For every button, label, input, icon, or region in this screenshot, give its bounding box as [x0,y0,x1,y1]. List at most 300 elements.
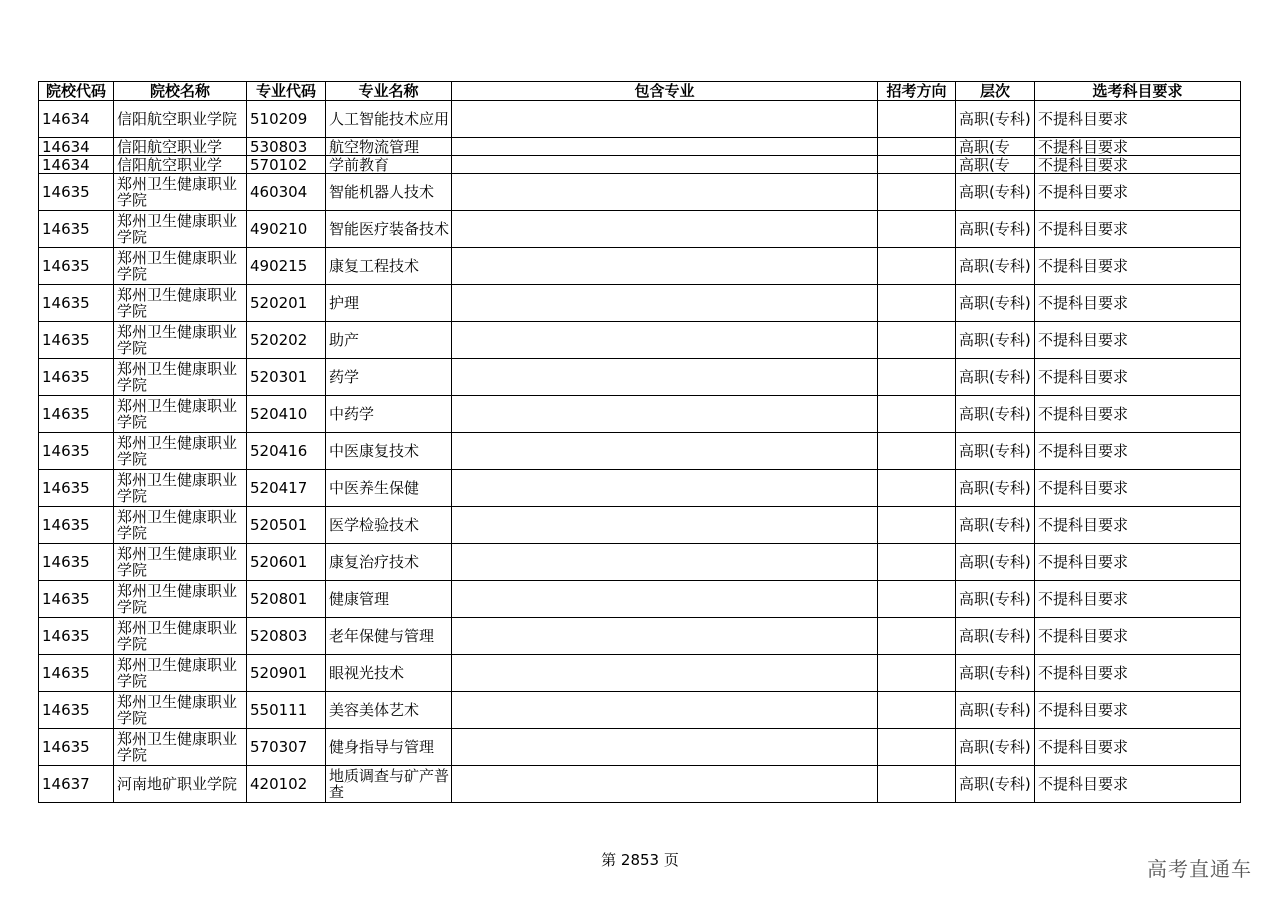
cell-major-name [326,248,452,285]
cell-direction [878,101,956,138]
cell-level [956,618,1035,655]
cell-level-text: 高职(专科) [959,479,1031,497]
table-row [39,655,1241,692]
cell-included-majors [452,618,878,655]
cell-included-majors [452,322,878,359]
cell-level-text: 高职(专科) [959,220,1031,238]
cell-level [956,248,1035,285]
cell-school-name [114,470,247,507]
cell-school-code-text: 14635 [42,220,90,238]
cell-school-code [39,470,114,507]
cell-level [956,433,1035,470]
cell-subject-requirement-text: 不提科目要求 [1038,156,1129,173]
cell-included-majors [452,396,878,433]
cell-school-name-text: 信阳航空职业学 [117,156,223,173]
cell-major-name [326,285,452,322]
cell-major-name-text: 美容美体艺术 [329,701,420,719]
cell-subject-requirement [1035,692,1241,729]
cell-level-text: 高职(专科) [959,368,1031,386]
cell-included-majors [452,248,878,285]
cell-subject-requirement [1035,174,1241,211]
cell-direction [878,470,956,507]
cell-direction-text [881,139,955,155]
cell-school-name-text: 信阳航空职业学院 [117,110,238,128]
cell-level-text: 高职(专科) [959,257,1031,275]
cell-subject-requirement-text: 不提科目要求 [1038,516,1129,534]
cell-level [956,174,1035,211]
cell-major-name-text: 人工智能技术应用 [329,110,450,128]
header-school-code: 院校代码 [39,82,114,101]
cell-major-code-text: 520202 [250,331,308,349]
table-row [39,618,1241,655]
cell-subject-requirement [1035,156,1241,174]
cell-school-code [39,581,114,618]
cell-school-name [114,766,247,803]
cell-school-code-text: 14635 [42,294,90,312]
cell-subject-requirement-text: 不提科目要求 [1038,405,1129,423]
cell-included-majors [452,101,878,138]
cell-subject-requirement-text: 不提科目要求 [1038,257,1129,275]
table-row [39,156,1241,174]
cell-major-code-text: 570307 [250,738,308,756]
cell-included-majors [452,211,878,248]
cell-level [956,766,1035,803]
cell-major-code-text: 530803 [250,138,308,155]
cell-school-code-text: 14634 [42,138,90,155]
cell-direction [878,692,956,729]
cell-major-code-text: 420102 [250,775,308,793]
cell-school-code-text: 14637 [42,775,90,793]
cell-major-code [247,470,326,507]
cell-school-name-text: 郑州卫生健康职业学院 [117,212,238,246]
cell-level-text: 高职(专科) [959,294,1031,312]
header-direction: 招考方向 [878,82,956,101]
cell-major-name [326,655,452,692]
table-row [39,692,1241,729]
cell-school-name [114,396,247,433]
cell-subject-requirement [1035,618,1241,655]
table-row [39,396,1241,433]
cell-level-text: 高职(专科) [959,405,1031,423]
page-number: 第 2853 页 [601,851,679,869]
cell-major-code [247,396,326,433]
cell-school-name [114,692,247,729]
cell-major-name-text: 康复治疗技术 [329,553,420,571]
cell-major-name-text: 中药学 [329,405,375,423]
table-header-row [39,82,1241,101]
cell-school-name [114,174,247,211]
cell-major-code [247,581,326,618]
cell-subject-requirement-text: 不提科目要求 [1038,775,1129,793]
cell-school-name-text: 郑州卫生健康职业学院 [117,545,238,579]
cell-subject-requirement-text: 不提科目要求 [1038,553,1129,571]
cell-school-name-text: 郑州卫生健康职业学院 [117,619,238,653]
cell-major-code-text: 520801 [250,590,308,608]
cell-level-text: 高职(专科) [959,701,1031,719]
cell-major-name [326,138,452,156]
cell-direction [878,766,956,803]
cell-direction [878,729,956,766]
cell-included-majors [452,470,878,507]
watermark: 高考直通车 [1147,857,1252,881]
cell-school-code-text: 14635 [42,738,90,756]
header-level: 层次 [956,82,1035,101]
cell-level-text: 高职(专科) [959,110,1031,128]
cell-direction [878,396,956,433]
cell-direction [878,322,956,359]
table-row [39,766,1241,803]
cell-level [956,655,1035,692]
cell-major-code-text: 520501 [250,516,308,534]
cell-direction [878,285,956,322]
cell-major-name-text: 智能医疗装备技术 [329,220,450,238]
cell-subject-requirement [1035,101,1241,138]
cell-level-text: 高职(专科) [959,738,1031,756]
cell-level [956,544,1035,581]
cell-included-majors [452,156,878,174]
cell-included-majors [452,359,878,396]
cell-school-code-text: 14634 [42,110,90,128]
cell-level [956,581,1035,618]
cell-major-name [326,211,452,248]
cell-major-code [247,655,326,692]
cell-school-code [39,248,114,285]
cell-school-name-text: 郑州卫生健康职业学院 [117,730,238,764]
cell-school-code-text: 14635 [42,516,90,534]
table-row [39,211,1241,248]
cell-major-code [247,766,326,803]
cell-school-name-text: 郑州卫生健康职业学院 [117,286,238,320]
cell-major-code [247,618,326,655]
cell-subject-requirement [1035,470,1241,507]
cell-direction [878,359,956,396]
table-row [39,101,1241,138]
cell-school-code-text: 14634 [42,156,90,173]
cell-school-name [114,248,247,285]
cell-school-code [39,766,114,803]
cell-direction [878,544,956,581]
cell-major-name [326,174,452,211]
cell-level [956,285,1035,322]
cell-school-name [114,138,247,156]
cell-school-code-text: 14635 [42,257,90,275]
cell-school-name-text: 郑州卫生健康职业学院 [117,656,238,690]
cell-subject-requirement-text: 不提科目要求 [1038,183,1129,201]
header-included-majors: 包含专业 [452,82,878,101]
cell-subject-requirement-text: 不提科目要求 [1038,368,1129,386]
cell-level-text: 高职(专科) [959,627,1031,645]
cell-subject-requirement-text: 不提科目要求 [1038,701,1129,719]
cell-major-code-text: 520901 [250,664,308,682]
cell-major-name [326,544,452,581]
cell-major-name-text: 护理 [329,294,360,312]
cell-major-name [326,766,452,803]
header-school-name: 院校名称 [114,82,247,101]
cell-subject-requirement [1035,766,1241,803]
cell-major-code [247,248,326,285]
cell-level-text: 高职(专科) [959,331,1031,349]
cell-subject-requirement-text: 不提科目要求 [1038,479,1129,497]
cell-level [956,101,1035,138]
table-row [39,729,1241,766]
table-row [39,470,1241,507]
cell-direction [878,581,956,618]
cell-major-code-text: 490215 [250,257,308,275]
cell-major-name-text: 眼视光技术 [329,664,405,682]
cell-major-code-text: 520410 [250,405,308,423]
cell-school-code-text: 14635 [42,627,90,645]
cell-major-code [247,174,326,211]
cell-included-majors [452,655,878,692]
table-row [39,138,1241,156]
cell-major-code [247,138,326,156]
table-row [39,433,1241,470]
cell-direction [878,248,956,285]
cell-level [956,156,1035,174]
cell-school-code [39,359,114,396]
cell-level-text: 高职(专科) [959,590,1031,608]
cell-major-code [247,692,326,729]
admissions-table [38,81,1241,803]
cell-school-code-text: 14635 [42,553,90,571]
cell-included-majors [452,729,878,766]
cell-school-code [39,101,114,138]
cell-school-code [39,729,114,766]
cell-major-name-text: 中医康复技术 [329,442,420,460]
cell-level-text: 高职(专 [959,156,1010,173]
cell-included-majors-text [455,139,877,155]
cell-school-code-text: 14635 [42,664,90,682]
cell-school-name [114,359,247,396]
cell-major-name [326,101,452,138]
cell-subject-requirement [1035,581,1241,618]
table-row [39,322,1241,359]
cell-major-code [247,285,326,322]
table-row [39,581,1241,618]
cell-level-text: 高职(专科) [959,775,1031,793]
cell-major-name-text: 航空物流管理 [329,138,420,155]
cell-level [956,692,1035,729]
cell-direction [878,507,956,544]
cell-major-code [247,101,326,138]
cell-school-name-text: 郑州卫生健康职业学院 [117,434,238,468]
cell-included-majors [452,766,878,803]
cell-level-text: 高职(专科) [959,442,1031,460]
cell-direction-text [881,157,955,173]
cell-school-name-text: 郑州卫生健康职业学院 [117,508,238,542]
cell-subject-requirement-text: 不提科目要求 [1038,138,1129,155]
cell-subject-requirement [1035,248,1241,285]
cell-school-code [39,285,114,322]
cell-school-code [39,692,114,729]
cell-major-code-text: 520601 [250,553,308,571]
cell-subject-requirement-text: 不提科目要求 [1038,627,1129,645]
cell-school-name-text: 河南地矿职业学院 [117,775,238,793]
header-subject-requirement: 选考科目要求 [1035,82,1241,101]
cell-subject-requirement-text: 不提科目要求 [1038,738,1129,756]
cell-school-code [39,156,114,174]
cell-major-code-text: 520417 [250,479,308,497]
cell-subject-requirement [1035,544,1241,581]
cell-school-name [114,544,247,581]
cell-major-code [247,729,326,766]
cell-level-text: 高职(专 [959,138,1010,155]
cell-major-name-text: 健康管理 [329,590,390,608]
cell-school-name [114,655,247,692]
cell-major-code-text: 520416 [250,442,308,460]
table-row [39,285,1241,322]
cell-major-name [326,156,452,174]
cell-subject-requirement [1035,655,1241,692]
cell-subject-requirement [1035,359,1241,396]
cell-school-name [114,101,247,138]
cell-major-name [326,729,452,766]
cell-level [956,729,1035,766]
cell-subject-requirement-text: 不提科目要求 [1038,294,1129,312]
cell-school-code-text: 14635 [42,479,90,497]
cell-school-code-text: 14635 [42,183,90,201]
cell-major-name [326,507,452,544]
cell-subject-requirement [1035,322,1241,359]
cell-subject-requirement [1035,396,1241,433]
cell-direction [878,433,956,470]
cell-subject-requirement-text: 不提科目要求 [1038,664,1129,682]
cell-level [956,396,1035,433]
cell-school-name [114,211,247,248]
cell-major-name-text: 智能机器人技术 [329,183,435,201]
cell-major-name-text: 药学 [329,368,360,386]
cell-major-name-text: 中医养生保健 [329,479,420,497]
cell-major-code-text: 460304 [250,183,308,201]
cell-subject-requirement [1035,285,1241,322]
cell-major-name [326,692,452,729]
cell-major-code [247,544,326,581]
cell-level [956,138,1035,156]
cell-school-name-text: 郑州卫生健康职业学院 [117,397,238,431]
table-row [39,507,1241,544]
cell-major-code [247,359,326,396]
cell-school-code-text: 14635 [42,405,90,423]
cell-major-name-text: 地质调查与矿产普查 [329,767,450,801]
cell-included-majors [452,507,878,544]
cell-school-code [39,507,114,544]
cell-school-name-text: 郑州卫生健康职业学院 [117,249,238,283]
cell-school-code [39,433,114,470]
cell-school-code [39,138,114,156]
cell-major-name-text: 康复工程技术 [329,257,420,275]
cell-major-name [326,359,452,396]
cell-major-code [247,156,326,174]
cell-included-majors [452,433,878,470]
cell-subject-requirement [1035,211,1241,248]
cell-school-code [39,174,114,211]
cell-major-name [326,322,452,359]
cell-major-name [326,618,452,655]
cell-school-code [39,655,114,692]
cell-school-name-text: 郑州卫生健康职业学院 [117,582,238,616]
cell-level-text: 高职(专科) [959,516,1031,534]
cell-direction [878,618,956,655]
cell-school-name [114,581,247,618]
cell-school-name [114,618,247,655]
cell-major-code-text: 550111 [250,701,308,719]
table-body [39,101,1241,803]
cell-level [956,322,1035,359]
cell-school-name [114,433,247,470]
cell-major-code-text: 490210 [250,220,308,238]
cell-direction [878,138,956,156]
cell-school-name-text: 郑州卫生健康职业学院 [117,323,238,357]
cell-direction [878,211,956,248]
cell-school-code-text: 14635 [42,701,90,719]
cell-included-majors [452,581,878,618]
cell-major-code-text: 510209 [250,110,308,128]
cell-school-code-text: 14635 [42,331,90,349]
cell-major-code [247,433,326,470]
header-major-code: 专业代码 [247,82,326,101]
cell-school-name-text: 郑州卫生健康职业学院 [117,471,238,505]
cell-direction [878,156,956,174]
cell-major-code-text: 570102 [250,156,308,173]
cell-school-name-text: 郑州卫生健康职业学院 [117,693,238,727]
cell-school-code-text: 14635 [42,368,90,386]
table-row [39,174,1241,211]
cell-subject-requirement [1035,433,1241,470]
cell-direction [878,655,956,692]
cell-major-code-text: 520201 [250,294,308,312]
cell-major-name-text: 助产 [329,331,360,349]
cell-school-name [114,507,247,544]
cell-subject-requirement-text: 不提科目要求 [1038,110,1129,128]
cell-school-name [114,156,247,174]
cell-included-majors [452,692,878,729]
cell-level-text: 高职(专科) [959,183,1031,201]
cell-school-name-text: 郑州卫生健康职业学院 [117,175,238,209]
cell-major-name-text: 老年保健与管理 [329,627,435,645]
header-major-name: 专业名称 [326,82,452,101]
cell-level-text: 高职(专科) [959,664,1031,682]
cell-major-code [247,322,326,359]
cell-subject-requirement [1035,729,1241,766]
table-row [39,359,1241,396]
cell-school-name-text: 信阳航空职业学 [117,138,223,155]
cell-subject-requirement-text: 不提科目要求 [1038,331,1129,349]
cell-school-name [114,322,247,359]
cell-major-name [326,433,452,470]
cell-subject-requirement-text: 不提科目要求 [1038,220,1129,238]
cell-school-code [39,618,114,655]
cell-major-code [247,211,326,248]
cell-school-code [39,544,114,581]
cell-major-name [326,581,452,618]
cell-school-code [39,396,114,433]
cell-subject-requirement [1035,507,1241,544]
cell-school-name-text: 郑州卫生健康职业学院 [117,360,238,394]
cell-major-name-text: 医学检验技术 [329,516,420,534]
cell-major-code-text: 520803 [250,627,308,645]
cell-level [956,470,1035,507]
cell-included-majors-text [455,157,877,173]
cell-included-majors [452,285,878,322]
cell-direction [878,174,956,211]
cell-included-majors [452,174,878,211]
cell-subject-requirement [1035,138,1241,156]
cell-school-name [114,285,247,322]
table-row [39,248,1241,285]
cell-subject-requirement-text: 不提科目要求 [1038,590,1129,608]
cell-major-code [247,507,326,544]
cell-included-majors [452,138,878,156]
